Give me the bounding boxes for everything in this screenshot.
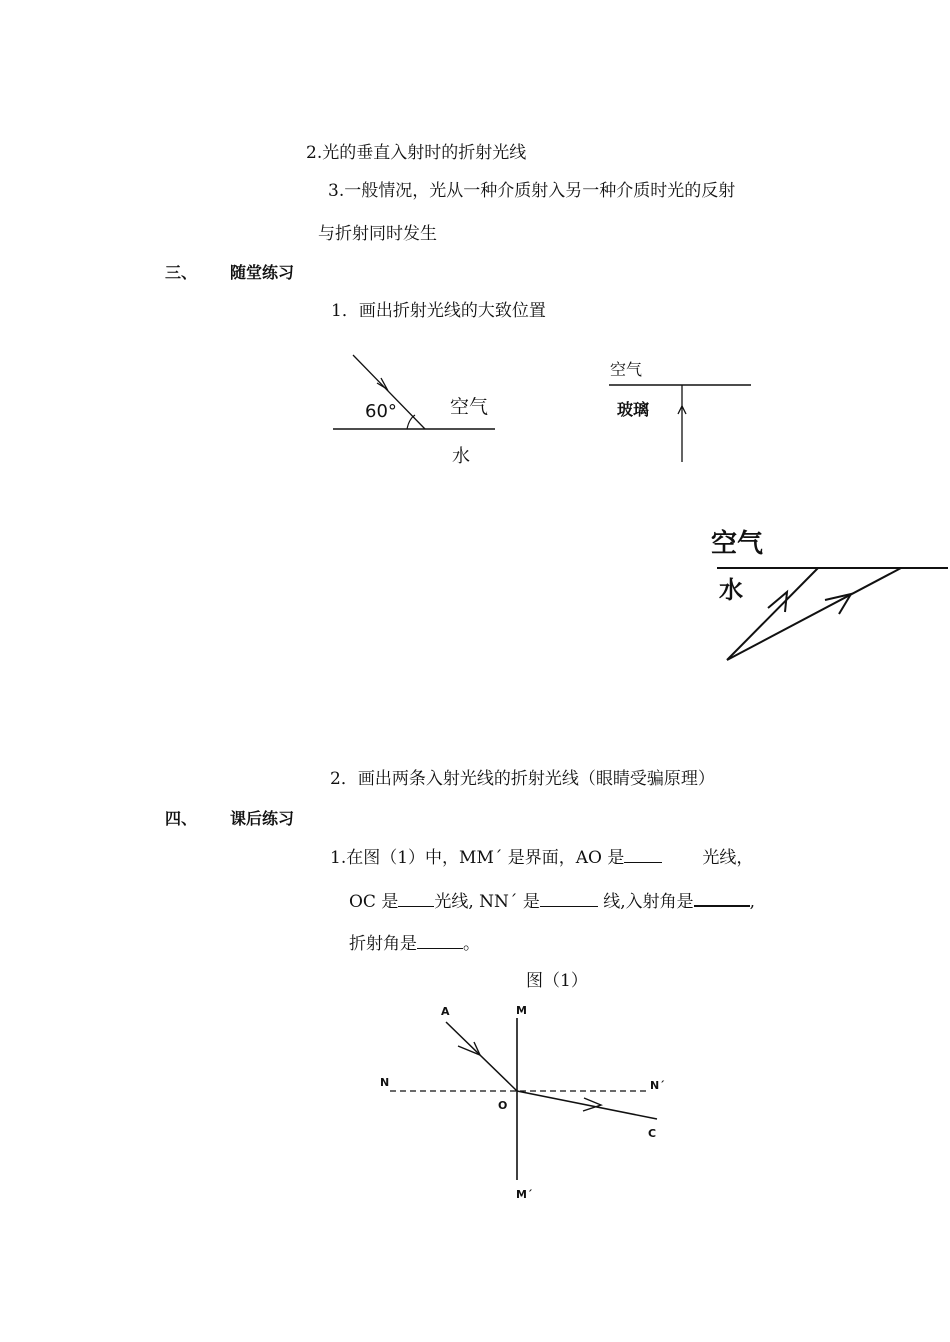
- figure-glass-air-vertical: [605, 355, 760, 465]
- water-label: 水: [452, 446, 470, 467]
- homework-q1-line1: [330, 846, 753, 869]
- figure-water-air-two-rays: [705, 520, 950, 670]
- q1-text-part5: 线,入射角是: [597, 892, 694, 912]
- air-label: 空气: [711, 529, 764, 559]
- q1-text-part7: 折射角是: [349, 934, 417, 954]
- item-general-case-line2: 与折射同时发生: [318, 224, 437, 244]
- label-m-prime: M´: [516, 1188, 533, 1201]
- q1-text-part6: ,: [749, 892, 756, 912]
- exercise-q2: 2．画出两条入射光线的折射光线（眼睛受骗原理）: [330, 769, 715, 789]
- section3-heading: 随堂练习: [230, 263, 295, 282]
- refracted-ray-oc: [517, 1091, 657, 1119]
- figure-air-water-60: [325, 345, 505, 475]
- exercise-q1: 1．画出折射光线的大致位置: [331, 301, 546, 321]
- label-m: M: [516, 1004, 527, 1017]
- item-general-case-line1: 3.一般情况，光从一种介质射入另一种介质时光的反射: [328, 181, 736, 201]
- figure-1-refraction: [370, 1000, 670, 1210]
- air-label: 空气: [450, 396, 489, 418]
- water-label: 水: [719, 576, 743, 604]
- incident-ray-2: [727, 568, 901, 660]
- item-vertical-refraction: 2.光的垂直入射时的折射光线: [306, 143, 527, 163]
- arrow-head: [377, 378, 387, 389]
- air-label: 空气: [610, 360, 643, 379]
- homework-q1-line3: [349, 932, 480, 955]
- section4-heading: 课后练习: [230, 809, 295, 828]
- label-n: N: [380, 1076, 390, 1089]
- label-o: O: [498, 1099, 508, 1112]
- blank-refraction-angle[interactable]: [417, 932, 463, 949]
- homework-q1-line2: [349, 889, 755, 913]
- section4-number: 四、: [165, 809, 198, 828]
- figure-caption: 图（1）: [526, 971, 588, 991]
- q1-text-part1: 1.在图（1）中，MM´ 是界面，AO 是: [330, 848, 625, 868]
- q1-text-part3: OC 是: [349, 892, 399, 912]
- blank-incident-angle[interactable]: [694, 889, 750, 907]
- label-n-prime: N´: [650, 1079, 665, 1092]
- glass-label: 玻璃: [617, 400, 650, 419]
- label-c: C: [648, 1127, 657, 1140]
- blank-oc-type[interactable]: [398, 890, 434, 907]
- incident-ray-ao: [446, 1022, 517, 1091]
- q1-text-part8: 。: [463, 934, 480, 954]
- blank-ao-type[interactable]: [624, 846, 662, 863]
- angle-label: 60°: [365, 401, 397, 422]
- blank-nn-type[interactable]: [540, 890, 598, 907]
- q1-text-part2: 光线，: [702, 848, 754, 868]
- q1-text-part4: 光线, NN´ 是: [434, 892, 540, 912]
- label-a: A: [441, 1005, 450, 1018]
- section3-number: 三、: [165, 263, 198, 282]
